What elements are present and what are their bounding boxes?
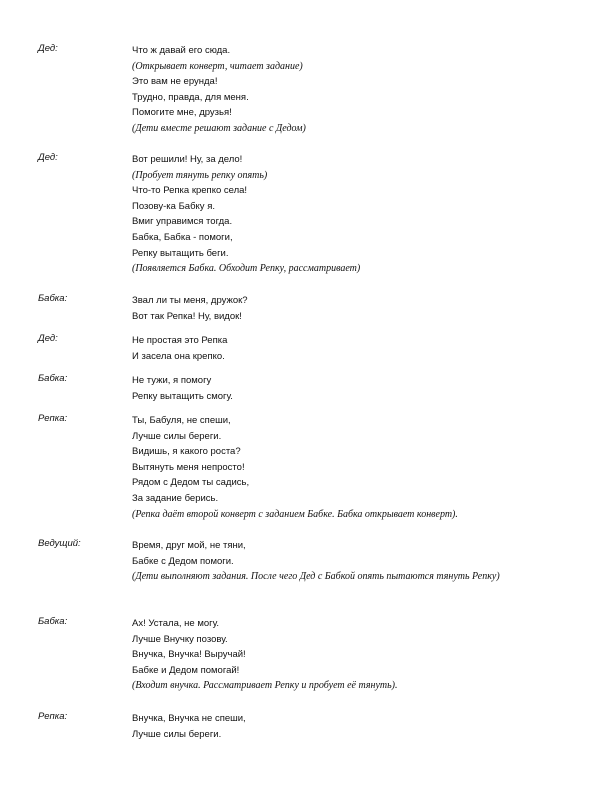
speech-line: Внучка, Внучка! Выручай! (132, 649, 246, 661)
dialogue-lines (132, 711, 572, 742)
stage-direction: (Дети вместе решают задание с Дедом) (132, 122, 306, 134)
stage-direction: (Появляется Бабка. Обходит Репку, рассматривает) (132, 263, 361, 275)
speech-line: Видишь, я какого роста? (132, 446, 241, 458)
speaker-label: Репка: (38, 711, 68, 722)
speaker-label: Репка: (38, 413, 68, 424)
dialogue-lines (132, 413, 572, 522)
speaker-label: Дед: (38, 152, 58, 163)
speaker-label: Бабка: (38, 373, 68, 384)
speech-line: Помогите мне, друзья! (132, 107, 232, 119)
speech-line: Вот решили! Ну, за дело! (132, 154, 243, 165)
speech-line: Бабке и Дедом помогай! (132, 664, 240, 676)
speech-line: Рядом с Дедом ты садись, (132, 477, 250, 489)
speech-line: За задание берись. (132, 492, 219, 504)
stage-direction: (Входит внучка. Рассматривает Репку и пробует её тянуть). (132, 680, 398, 692)
dialogue-lines (132, 616, 572, 694)
speaker-label: Ведущий: (38, 538, 81, 549)
speech-line: Лучше силы береги. (132, 430, 222, 442)
speech-line: Время, друг мой, не тяни, (132, 540, 246, 551)
stage-direction: (Дети выполняют задания. После чего Дед с Бабкой опять пытаются тянуть Репку) (132, 571, 500, 583)
speech-line: Репку вытащить смогу. (132, 390, 233, 402)
speech-line: Звал ли ты меня, дружок? (132, 295, 248, 306)
speech-line: Ах! Устала, не могу. (132, 618, 220, 629)
stage-direction: (Пробует тянуть репку опять) (132, 169, 268, 181)
dialogue-lines (132, 373, 572, 404)
dialogue-lines (132, 293, 572, 324)
speech-line: Что-то Репка крепко села! (132, 185, 248, 197)
speech-line: Не тужи, я помогу (132, 375, 212, 386)
speech-line: Это вам не ерунда! (132, 76, 218, 88)
speech-line: Лучше Внучку позову. (132, 633, 228, 645)
speech-line: Репку вытащить беги. (132, 247, 229, 259)
speech-line: Лучше силы береги. (132, 728, 222, 740)
speech-line: Вытянуть меня непросто! (132, 461, 245, 473)
speaker-label: Бабка: (38, 293, 68, 304)
speech-line: И засела она крепко. (132, 350, 225, 362)
speech-line: Ты, Бабуля, не спеши, (132, 415, 231, 426)
stage-direction: (Открывает конверт, читает задание) (132, 60, 303, 72)
speech-line: Бабка, Бабка - помоги, (132, 231, 233, 243)
dialogue-lines (132, 538, 572, 585)
speech-line: Бабке с Дедом помоги. (132, 555, 234, 567)
speech-line: Вмиг управимся тогда. (132, 216, 233, 228)
speech-line: Вот так Репка! Ну, видок! (132, 310, 242, 322)
speaker-label: Дед: (38, 43, 58, 54)
speaker-label: Бабка: (38, 616, 68, 627)
speaker-label: Дед: (38, 333, 58, 344)
speech-line: Трудно, правда, для меня. (132, 91, 249, 103)
speech-line: Не простая это Репка (132, 335, 228, 346)
speech-line: Позову-ка Бабку я. (132, 200, 215, 212)
speech-line: Что ж давай его сюда. (132, 45, 231, 56)
speech-line: Внучка, Внучка не спеши, (132, 713, 246, 724)
dialogue-lines (132, 43, 572, 137)
stage-direction: (Репка даёт второй конверт с заданием Бабке. Бабка открывает конверт). (132, 508, 458, 520)
dialogue-lines (132, 333, 572, 364)
dialogue-lines (132, 152, 572, 277)
